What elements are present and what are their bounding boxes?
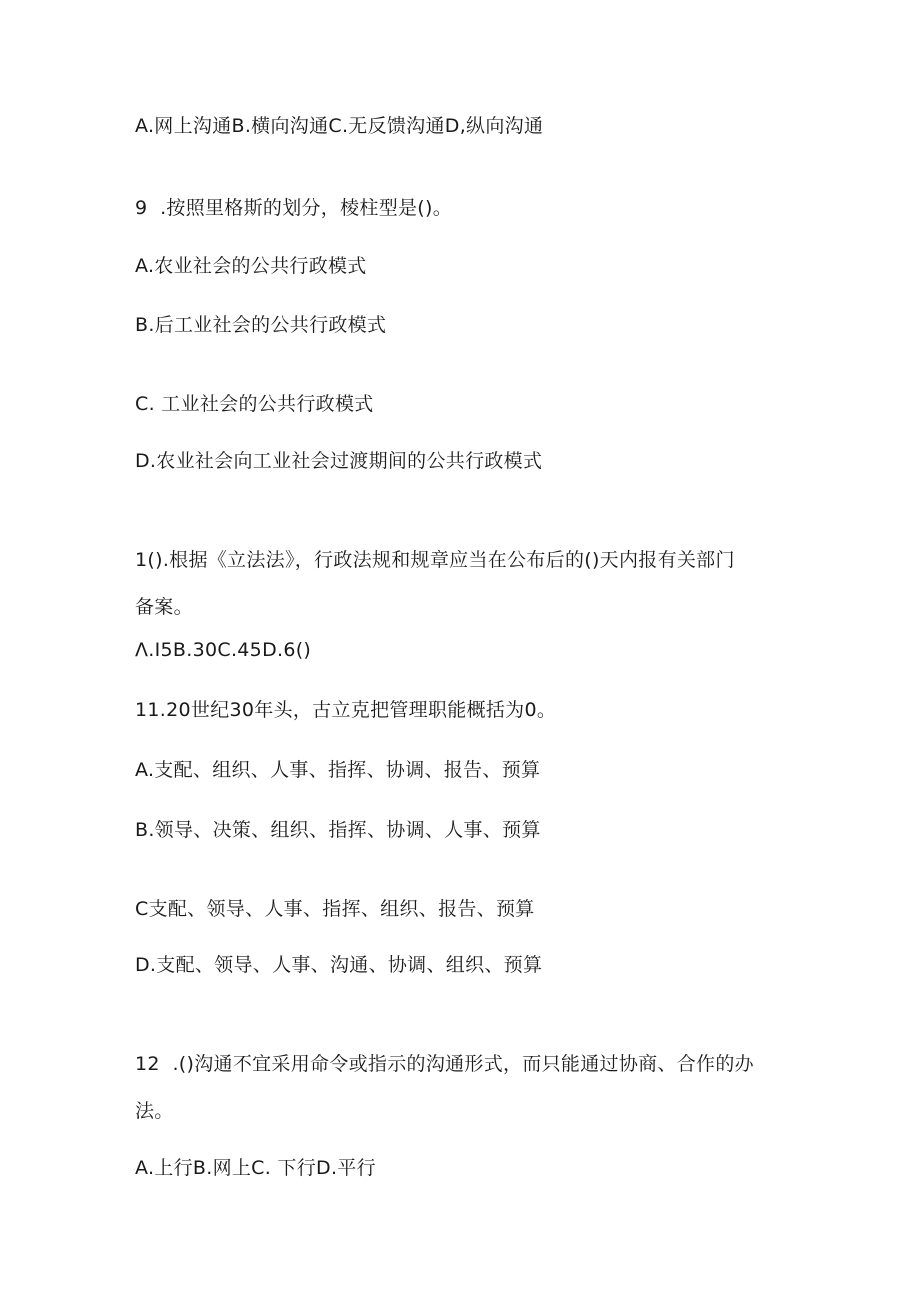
q11-question: 11.20世纪30年头，古立克把管理职能概括为0。 xyxy=(135,699,557,721)
q10-question-line2: 备案。 xyxy=(135,596,193,618)
q11-option-c: C支配、领导、人事、指挥、组织、报告、预算 xyxy=(135,898,535,920)
q9-option-b: B.后工业社会的公共行政模式 xyxy=(135,314,387,336)
q9-option-c: C. 工业社会的公共行政模式 xyxy=(135,393,374,415)
q12-question-line2: 法。 xyxy=(135,1100,174,1122)
q12-question-line1: 12 .()沟通不宜采用命令或指示的沟通形式，而只能通过协商、合作的办 xyxy=(135,1053,754,1075)
q10-options: Λ.I5B.30C.45D.6() xyxy=(135,639,312,661)
q9-question: 9 .按照里格斯的划分，棱柱型是()。 xyxy=(135,197,453,219)
q10-question-line1: 1().根据《立法法》，行政法规和规章应当在公布后的()天内报有关部门 xyxy=(135,549,735,571)
q11-option-b: B.领导、决策、组织、指挥、协调、人事、预算 xyxy=(135,819,541,841)
q9-option-a: A.农业社会的公共行政模式 xyxy=(135,255,367,277)
q11-option-d: D.支配、领导、人事、沟通、协调、组织、预算 xyxy=(135,954,543,976)
q12-options: A.上行B.网上C. 下行D.平行 xyxy=(135,1157,376,1179)
q11-option-a: A.支配、组织、人事、指挥、协调、报告、预算 xyxy=(135,759,541,781)
q8-options: A.网上沟通B.横向沟通C.无反馈沟通D,纵向沟通 xyxy=(135,115,544,137)
q9-option-d: D.农业社会向工业社会过渡期间的公共行政模式 xyxy=(135,450,543,472)
